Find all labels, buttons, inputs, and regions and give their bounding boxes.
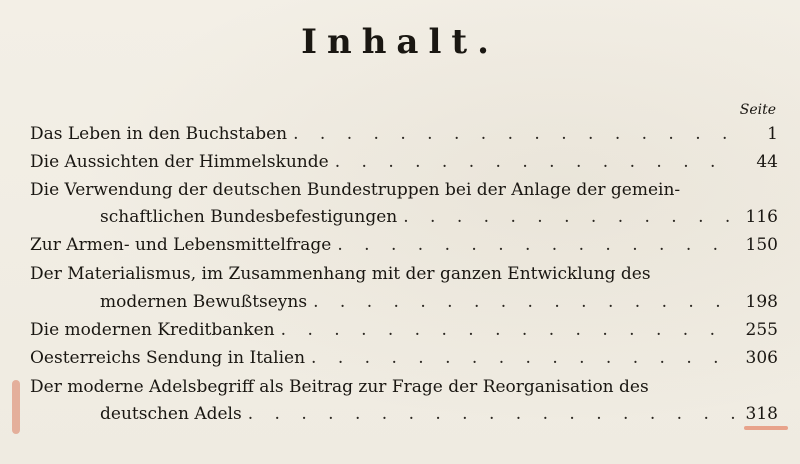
underline-pencil-mark — [744, 426, 788, 430]
toc-entry-page: 1 — [767, 124, 778, 144]
toc-entry-continuation — [100, 292, 778, 318]
dot-leader — [281, 320, 736, 340]
toc-entry-continuation — [100, 207, 778, 233]
dot-leader — [337, 235, 736, 255]
toc-entry — [30, 235, 778, 261]
toc-entry-page: 116 — [745, 207, 778, 227]
toc-entry-title: Der moderne Adelsbegriff als Beitrag zur Frage der Reorganisation des — [30, 377, 649, 397]
toc-entry-page: 255 — [745, 320, 778, 340]
toc-entry-page: 318 — [745, 404, 778, 424]
toc-entry — [30, 320, 778, 346]
toc-entry — [30, 264, 778, 290]
toc-entry-page: 306 — [745, 348, 778, 368]
toc-entry-title: Das Leben in den Buchstaben — [30, 124, 288, 144]
toc-entry-title: Die Aussichten der Himmelskunde — [30, 152, 329, 172]
dot-leader — [248, 404, 736, 424]
toc-entry-title: Die Verwendung der deutschen Bundestruppen bei der Anlage der gemein- — [30, 180, 681, 200]
toc-entry — [30, 124, 778, 150]
toc-entry-title: Die modernen Kreditbanken — [30, 320, 275, 340]
toc-entry-title: Der Materialismus, im Zusammenhang mit der ganzen Entwicklung des — [30, 264, 651, 284]
toc-entry-continuation — [100, 404, 778, 430]
margin-pencil-mark — [12, 380, 20, 434]
toc-entry-page: 150 — [745, 235, 778, 255]
toc-entry-page: 198 — [745, 292, 778, 312]
toc-entry-title-cont: deutschen Adels — [100, 404, 242, 424]
toc-entry-page: 44 — [756, 152, 778, 172]
toc-entry-title-cont: modernen Bewußtseyns — [100, 292, 308, 312]
page-title: Inhalt. — [301, 22, 499, 62]
toc-entry — [30, 152, 778, 178]
toc-entry-title: Zur Armen- und Lebensmittelfrage — [30, 235, 332, 255]
page-column-header: Seite — [739, 102, 776, 118]
dot-leader — [293, 124, 736, 144]
dot-leader — [311, 348, 736, 368]
dot-leader — [313, 292, 736, 312]
dot-leader — [403, 207, 736, 227]
toc-entry — [30, 348, 778, 374]
toc-entry-title-cont: schaftlichen Bundesbefestigungen — [100, 207, 398, 227]
toc-entry — [30, 180, 778, 206]
dot-leader — [335, 152, 736, 172]
toc-entry-title: Oesterreichs Sendung in Italien — [30, 348, 306, 368]
toc-entry — [30, 377, 778, 403]
